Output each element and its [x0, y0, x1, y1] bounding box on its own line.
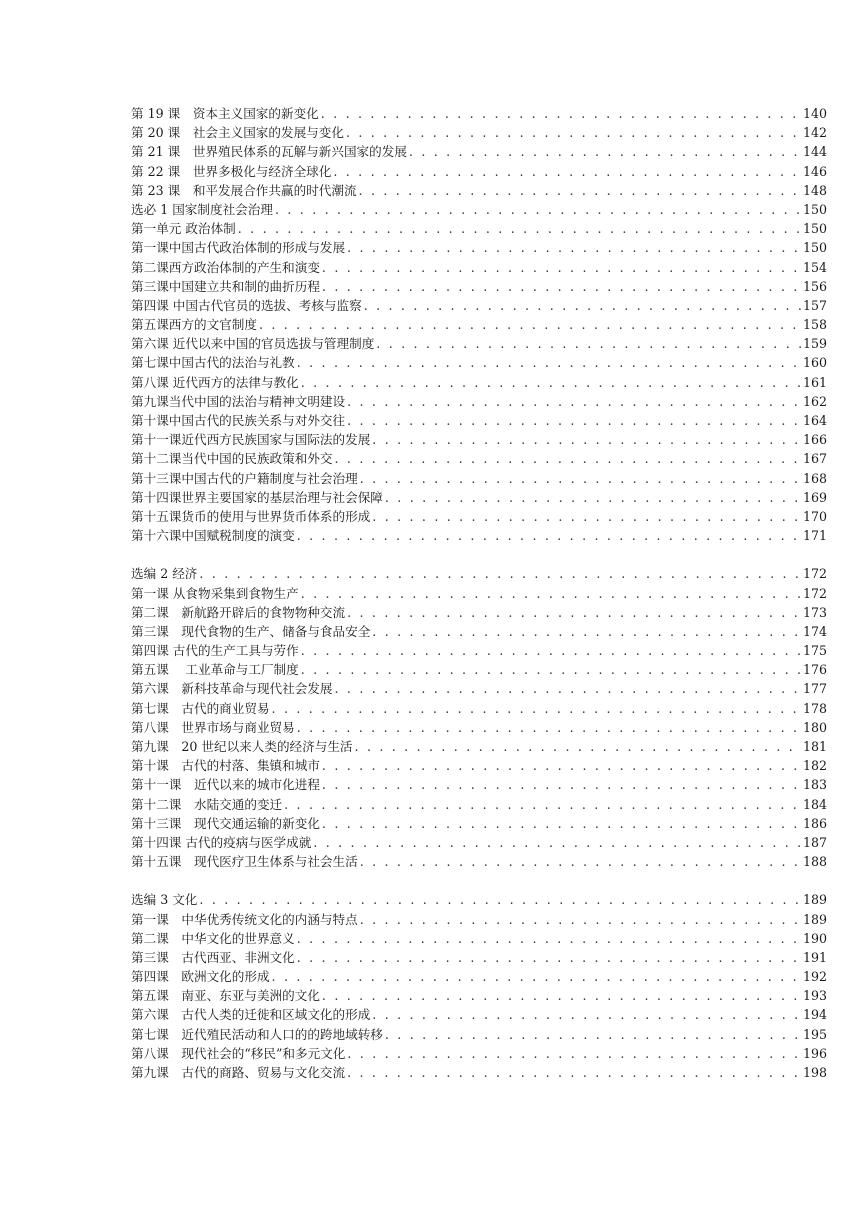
- toc-entry-title: 第九课当代中国的法治与精神文明建设: [131, 393, 346, 409]
- toc-entry[interactable]: [131, 123, 827, 142]
- toc-entry[interactable]: [131, 219, 827, 238]
- toc-entry[interactable]: [131, 756, 827, 775]
- toc-entry-title: 第五课 南亚、东亚与美洲的文化: [131, 988, 320, 1004]
- dot-leader: [272, 699, 801, 718]
- toc-entry-page-number: 188: [802, 854, 827, 870]
- toc-entry-page-number: 142: [802, 125, 827, 141]
- toc-entry-title: 第八课 近代西方的法律与教化: [131, 374, 299, 390]
- toc-entry-title: 第四课 中国古代官员的选拔、考核与监察: [131, 297, 362, 313]
- toc-entry[interactable]: [131, 334, 827, 353]
- toc-entry-title: 第二课西方政治体制的产生和演变: [131, 259, 320, 275]
- toc-entry-title: 第十三课 现代交通运输的新变化: [131, 815, 320, 831]
- toc-entry[interactable]: [131, 814, 827, 833]
- toc-entry[interactable]: [131, 890, 827, 909]
- dot-leader: [297, 948, 801, 967]
- toc-entry[interactable]: [131, 392, 827, 411]
- toc-entry-page-number: 173: [802, 604, 827, 620]
- dot-leader: [322, 775, 801, 794]
- dot-leader: [322, 258, 801, 277]
- toc-entry-page-number: 171: [802, 528, 827, 544]
- toc-entry-title: 第三课中国建立共和制的曲折历程: [131, 278, 320, 294]
- toc-entry-page-number: 150: [802, 221, 827, 237]
- toc-entry-page-number: 194: [802, 1007, 827, 1023]
- toc-entry-title: 选编 2 经济: [131, 566, 198, 582]
- dot-leader: [322, 277, 801, 296]
- dot-leader: [372, 507, 801, 526]
- toc-entry[interactable]: [131, 488, 827, 507]
- dot-leader: [199, 890, 801, 909]
- toc-entry-page-number: 198: [802, 1065, 827, 1080]
- toc-entry[interactable]: [131, 373, 827, 392]
- toc-entry-page-number: 190: [802, 930, 827, 946]
- toc-entry-page-number: 148: [802, 182, 827, 198]
- toc-entry[interactable]: [131, 699, 827, 718]
- toc-entry[interactable]: [131, 833, 827, 852]
- toc-entry[interactable]: [131, 430, 827, 449]
- toc-entry-page-number: 161: [802, 374, 827, 390]
- toc-entry-page-number: 189: [802, 911, 827, 927]
- toc-entry-page-number: 193: [802, 988, 827, 1004]
- toc-entry[interactable]: [131, 258, 827, 277]
- toc-entry-title: 第八课 世界市场与商业贸易: [131, 719, 295, 735]
- toc-entry-page-number: 195: [802, 1026, 827, 1042]
- toc-entry-title: 第十一课近代西方民族国家与国际法的发展: [131, 432, 371, 448]
- dot-leader: [322, 814, 801, 833]
- dot-leader: [346, 123, 801, 142]
- dot-leader: [355, 737, 801, 756]
- dot-leader: [199, 564, 801, 583]
- dot-leader: [284, 795, 801, 814]
- toc-entry-title: 第十四课 古代的疫病与医学成就: [131, 834, 312, 850]
- toc-entry[interactable]: [131, 277, 827, 296]
- toc-entry-title: 第十五课货币的使用与世界货币体系的形成: [131, 508, 371, 524]
- toc-entry-title: 第七课 近代殖民活动和人口的的跨地域转移: [131, 1026, 383, 1042]
- toc-entry-title: 第十二课当代中国的民族政策和外交: [131, 451, 333, 467]
- toc-entry-title: 第一课 中华优秀传统文化的内涵与特点: [131, 911, 358, 927]
- toc-entry[interactable]: [131, 449, 827, 468]
- toc-entry[interactable]: [131, 162, 827, 181]
- dot-leader: [297, 929, 801, 948]
- toc-entry-page-number: 180: [802, 719, 827, 735]
- dot-leader: [259, 315, 801, 334]
- toc-entry-page-number: 177: [802, 681, 827, 697]
- toc-entry-page-number: 172: [802, 585, 827, 601]
- dot-leader: [322, 756, 801, 775]
- dot-leader: [301, 641, 801, 660]
- dot-leader: [297, 526, 801, 545]
- toc-entry-page-number: 174: [802, 623, 827, 639]
- toc-entry-page-number: 157: [802, 297, 827, 313]
- toc-entry-page-number: 159: [802, 336, 827, 352]
- toc-entry[interactable]: [131, 622, 827, 641]
- toc-entry-title: 第二课 中华文化的世界意义: [131, 930, 295, 946]
- toc-entry-page-number: 187: [802, 834, 827, 850]
- dot-leader: [347, 603, 801, 622]
- toc-entry-title: 第六课 古代人类的迁徙和区域文化的形成: [131, 1007, 371, 1023]
- toc-entry[interactable]: [131, 507, 827, 526]
- toc-entry-page-number: 169: [802, 489, 827, 505]
- dot-leader: [297, 718, 801, 737]
- toc-entry-page-number: 156: [802, 278, 827, 294]
- toc-entry-page-number: 164: [802, 413, 827, 428]
- toc-entry-title: 第十五课 现代医疗卫生体系与社会生活: [131, 854, 358, 870]
- toc-entry-title: 第六课 新科技革命与现代社会发展: [131, 681, 333, 697]
- toc-entry-title: 第十三课中国古代的户籍制度与社会治理: [131, 470, 358, 486]
- toc-entry[interactable]: [131, 929, 827, 948]
- toc-entry[interactable]: [131, 852, 827, 871]
- dot-leader: [376, 334, 801, 353]
- toc-entry-title: 第九课 古代的商路、贸易与文化交流: [131, 1065, 346, 1080]
- dot-leader: [301, 373, 801, 392]
- toc-entry-title: 第一单元 政治体制: [131, 221, 236, 237]
- toc-entry[interactable]: [131, 1005, 827, 1024]
- toc-entry[interactable]: [131, 660, 827, 679]
- toc-entry-page-number: 182: [802, 758, 827, 774]
- toc-entry-page-number: 175: [802, 643, 827, 659]
- dot-leader: [347, 392, 801, 411]
- toc-entry[interactable]: [131, 104, 827, 123]
- toc-entry[interactable]: [131, 775, 827, 794]
- dot-leader: [321, 104, 801, 123]
- toc-entry-page-number: 150: [802, 240, 827, 256]
- toc-entry[interactable]: [131, 411, 827, 430]
- dot-leader: [409, 142, 801, 161]
- dot-leader: [359, 181, 801, 200]
- toc-entry-page-number: 186: [802, 815, 827, 831]
- toc-entry[interactable]: [131, 1025, 827, 1044]
- toc-entry-page-number: 158: [802, 317, 827, 333]
- toc-entry-page-number: 184: [802, 796, 827, 812]
- dot-leader: [333, 162, 801, 181]
- dot-leader: [272, 967, 801, 986]
- toc-entry-page-number: 178: [802, 700, 827, 716]
- toc-entry-title: 第十六课中国赋税制度的演变: [131, 528, 295, 544]
- toc-entry[interactable]: [131, 795, 827, 814]
- toc-entry[interactable]: [131, 353, 827, 372]
- toc-entry-title: 第十四课世界主要国家的基层治理与社会保障: [131, 489, 383, 505]
- toc-entry[interactable]: [131, 603, 827, 622]
- dot-leader: [301, 584, 801, 603]
- toc-entry-page-number: 176: [802, 662, 827, 678]
- toc-entry-title: 第七课 古代的商业贸易: [131, 700, 270, 716]
- dot-leader: [372, 1005, 801, 1024]
- toc-section: [131, 104, 827, 545]
- toc-entry-title: 第 21 课 世界殖民体系的瓦解与新兴国家的发展: [131, 144, 407, 160]
- toc-entry-page-number: 196: [802, 1045, 827, 1061]
- toc-entry-page-number: 172: [802, 566, 827, 582]
- toc-entry[interactable]: [131, 238, 827, 257]
- toc-entry-title: 第八课 现代社会的“移民”和多元文化: [131, 1045, 346, 1061]
- toc-entry-title: 第二课 新航路开辟后的食物物种交流: [131, 604, 346, 620]
- toc-entry-page-number: 183: [802, 777, 827, 793]
- toc-entry[interactable]: [131, 526, 827, 545]
- toc-entry[interactable]: [131, 142, 827, 161]
- toc-entry[interactable]: [131, 1044, 827, 1063]
- dot-leader: [347, 411, 801, 430]
- toc-entry-page-number: 181: [802, 739, 827, 754]
- dot-leader: [385, 1025, 801, 1044]
- toc-entry-title: 第四课 古代的生产工具与劳作: [131, 643, 299, 659]
- toc-entry-title: 第一课中国古代政治体制的形成与发展: [131, 240, 346, 256]
- dot-leader: [297, 353, 801, 372]
- toc-entry-page-number: 168: [802, 470, 827, 486]
- toc-entry[interactable]: [131, 948, 827, 967]
- toc-entry[interactable]: [131, 315, 827, 334]
- toc-entry-title: 第 23 课 和平发展合作共赢的时代潮流: [131, 182, 357, 198]
- toc-entry-page-number: 167: [802, 451, 827, 467]
- toc-entry-title: 第十课 古代的村落、集镇和城市: [131, 758, 320, 774]
- toc-entry-title: 第十二课 水陆交通的变迁: [131, 796, 283, 812]
- toc-entry[interactable]: [131, 296, 827, 315]
- table-of-contents: [131, 104, 827, 1101]
- toc-section: [131, 890, 827, 1082]
- toc-entry[interactable]: [131, 564, 827, 583]
- dot-leader: [347, 1063, 801, 1082]
- toc-entry[interactable]: [131, 718, 827, 737]
- toc-entry-page-number: 192: [802, 969, 827, 985]
- toc-entry-title: 第三课 古代西亚、非洲文化: [131, 949, 295, 965]
- toc-entry-title: 第 22 课 世界多极化与经济全球化: [131, 163, 332, 179]
- dot-leader: [322, 986, 801, 1005]
- toc-entry[interactable]: [131, 737, 827, 756]
- dot-leader: [347, 238, 801, 257]
- toc-entry-title: 第四课 欧洲文化的形成: [131, 969, 270, 985]
- toc-entry-title: 第五课 工业革命与工厂制度: [131, 662, 299, 678]
- toc-entry[interactable]: [131, 967, 827, 986]
- toc-entry-title: 选编 3 文化: [131, 892, 198, 908]
- dot-leader: [372, 430, 801, 449]
- toc-entry-title: 第 20 课 社会主义国家的发展与变化: [131, 125, 344, 141]
- dot-leader: [360, 852, 801, 871]
- toc-entry-title: 第十课中国古代的民族关系与对外交往: [131, 413, 346, 428]
- dot-leader: [372, 622, 801, 641]
- dot-leader: [275, 200, 801, 219]
- toc-entry[interactable]: [131, 641, 827, 660]
- toc-entry-title: 第 19 课 资本主义国家的新变化: [131, 106, 319, 121]
- toc-entry-title: 第九课 20 世纪以来人类的经济与生活: [131, 739, 353, 754]
- toc-entry[interactable]: [131, 910, 827, 929]
- toc-entry-page-number: 170: [802, 508, 827, 524]
- toc-entry[interactable]: [131, 986, 827, 1005]
- dot-leader: [347, 1044, 801, 1063]
- toc-entry[interactable]: [131, 200, 827, 219]
- toc-entry[interactable]: [131, 469, 827, 488]
- toc-entry-page-number: 140: [802, 106, 827, 121]
- toc-entry-page-number: 160: [802, 355, 827, 371]
- toc-entry-title: 第六课 近代以来中国的官员选拔与管理制度: [131, 336, 375, 352]
- toc-entry[interactable]: [131, 1063, 827, 1082]
- toc-entry[interactable]: [131, 584, 827, 603]
- toc-entry-page-number: 166: [802, 432, 827, 448]
- toc-entry-title: 第十一课 近代以来的城市化进程: [131, 777, 320, 793]
- toc-section: [131, 564, 827, 871]
- toc-entry-title: 第一课 从食物采集到食物生产: [131, 585, 299, 601]
- dot-leader: [360, 910, 801, 929]
- dot-leader: [335, 679, 801, 698]
- dot-leader: [313, 833, 801, 852]
- toc-entry-page-number: 144: [802, 144, 827, 160]
- toc-entry-title: 第三课 现代食物的生产、储备与食品安全: [131, 623, 371, 639]
- toc-entry-page-number: 191: [802, 949, 827, 965]
- toc-entry[interactable]: [131, 679, 827, 698]
- toc-entry-page-number: 189: [802, 892, 827, 908]
- toc-entry-title: 第五课西方的文官制度: [131, 317, 257, 333]
- toc-entry-title: 选必 1 国家制度社会治理: [131, 201, 273, 217]
- toc-entry-title: 第七课中国古代的法治与礼教: [131, 355, 295, 371]
- toc-entry-page-number: 150: [802, 201, 827, 217]
- dot-leader: [364, 296, 801, 315]
- toc-entry-page-number: 162: [802, 393, 827, 409]
- dot-leader: [360, 469, 801, 488]
- toc-entry-page-number: 154: [802, 259, 827, 275]
- dot-leader: [238, 219, 801, 238]
- dot-leader: [335, 449, 801, 468]
- dot-leader: [385, 488, 801, 507]
- toc-entry[interactable]: [131, 181, 827, 200]
- toc-entry-page-number: 146: [802, 163, 827, 179]
- dot-leader: [301, 660, 801, 679]
